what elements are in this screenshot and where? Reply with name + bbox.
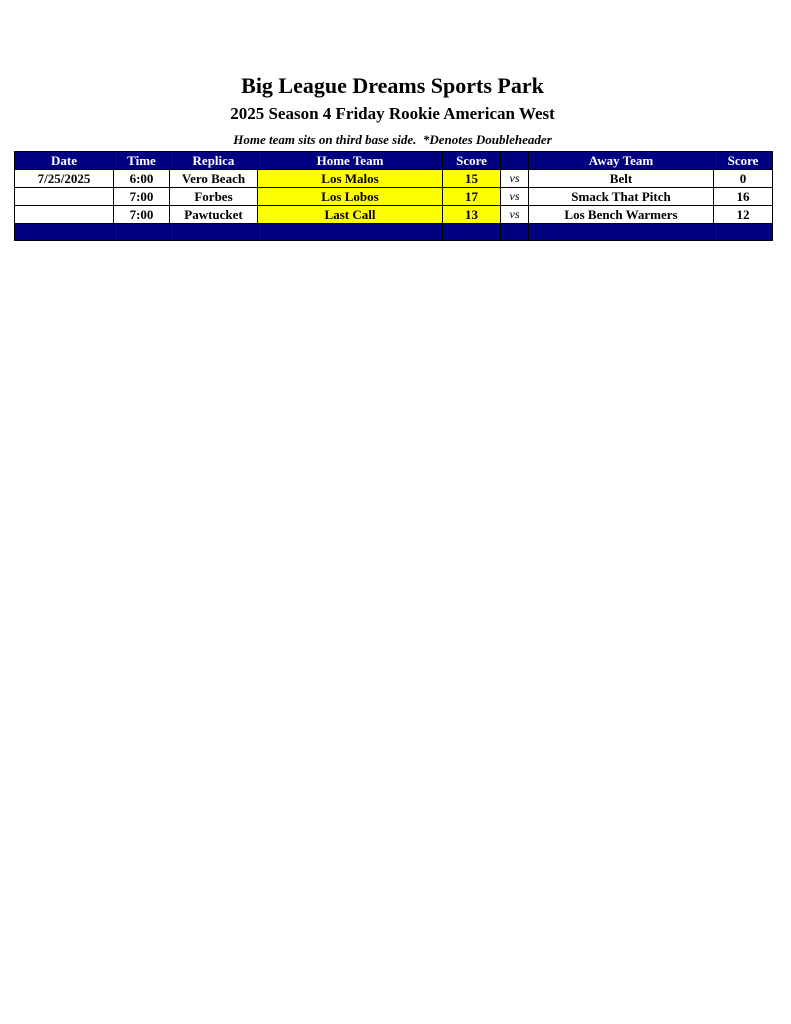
cell-date	[15, 188, 114, 206]
cell-vs: vs	[501, 170, 529, 188]
header-away-score: Score	[714, 152, 773, 170]
cell-date: 7/25/2025	[15, 170, 114, 188]
cell-time: 7:00	[114, 188, 170, 206]
cell-home-score: 13	[443, 206, 501, 224]
cell-replica: Vero Beach	[170, 170, 258, 188]
footer-cell	[443, 224, 501, 241]
page-title: Big League Dreams Sports Park	[241, 73, 544, 98]
cell-vs: vs	[501, 206, 529, 224]
table-row	[15, 188, 773, 206]
cell-replica: Forbes	[170, 188, 258, 206]
footer-cell	[170, 224, 258, 241]
cell-away-team: Smack That Pitch	[529, 188, 714, 206]
cell-vs: vs	[501, 188, 529, 206]
footer-cell	[529, 224, 714, 241]
footer-cell	[258, 224, 443, 241]
cell-date	[15, 206, 114, 224]
cell-away-score: 12	[714, 206, 773, 224]
cell-home-team: Last Call	[258, 206, 443, 224]
cell-time: 6:00	[114, 170, 170, 188]
schedule-table	[14, 151, 773, 241]
header-replica: Replica	[170, 152, 258, 170]
cell-away-score: 16	[714, 188, 773, 206]
header-row	[15, 152, 773, 170]
cell-time: 7:00	[114, 206, 170, 224]
header-time: Time	[114, 152, 170, 170]
footer-cell	[714, 224, 773, 241]
table-row	[15, 206, 773, 224]
cell-home-team: Los Malos	[258, 170, 443, 188]
cell-away-team: Los Bench Warmers	[529, 206, 714, 224]
header-home-score: Score	[443, 152, 501, 170]
cell-home-score: 17	[443, 188, 501, 206]
header-home-team: Home Team	[258, 152, 443, 170]
header-vs	[501, 152, 529, 170]
cell-home-score: 15	[443, 170, 501, 188]
schedule-note: Home team sits on third base side. *Denotes Doubleheader	[233, 132, 552, 147]
header-date: Date	[15, 152, 114, 170]
footer-cell	[15, 224, 114, 241]
cell-away-team: Belt	[529, 170, 714, 188]
footer-cell	[114, 224, 170, 241]
table-row	[15, 170, 773, 188]
cell-away-score: 0	[714, 170, 773, 188]
table-footer-row	[15, 224, 773, 241]
page-subtitle: 2025 Season 4 Friday Rookie American West	[230, 104, 555, 123]
cell-home-team: Los Lobos	[258, 188, 443, 206]
cell-replica: Pawtucket	[170, 206, 258, 224]
header-away-team: Away Team	[529, 152, 714, 170]
footer-cell	[501, 224, 529, 241]
